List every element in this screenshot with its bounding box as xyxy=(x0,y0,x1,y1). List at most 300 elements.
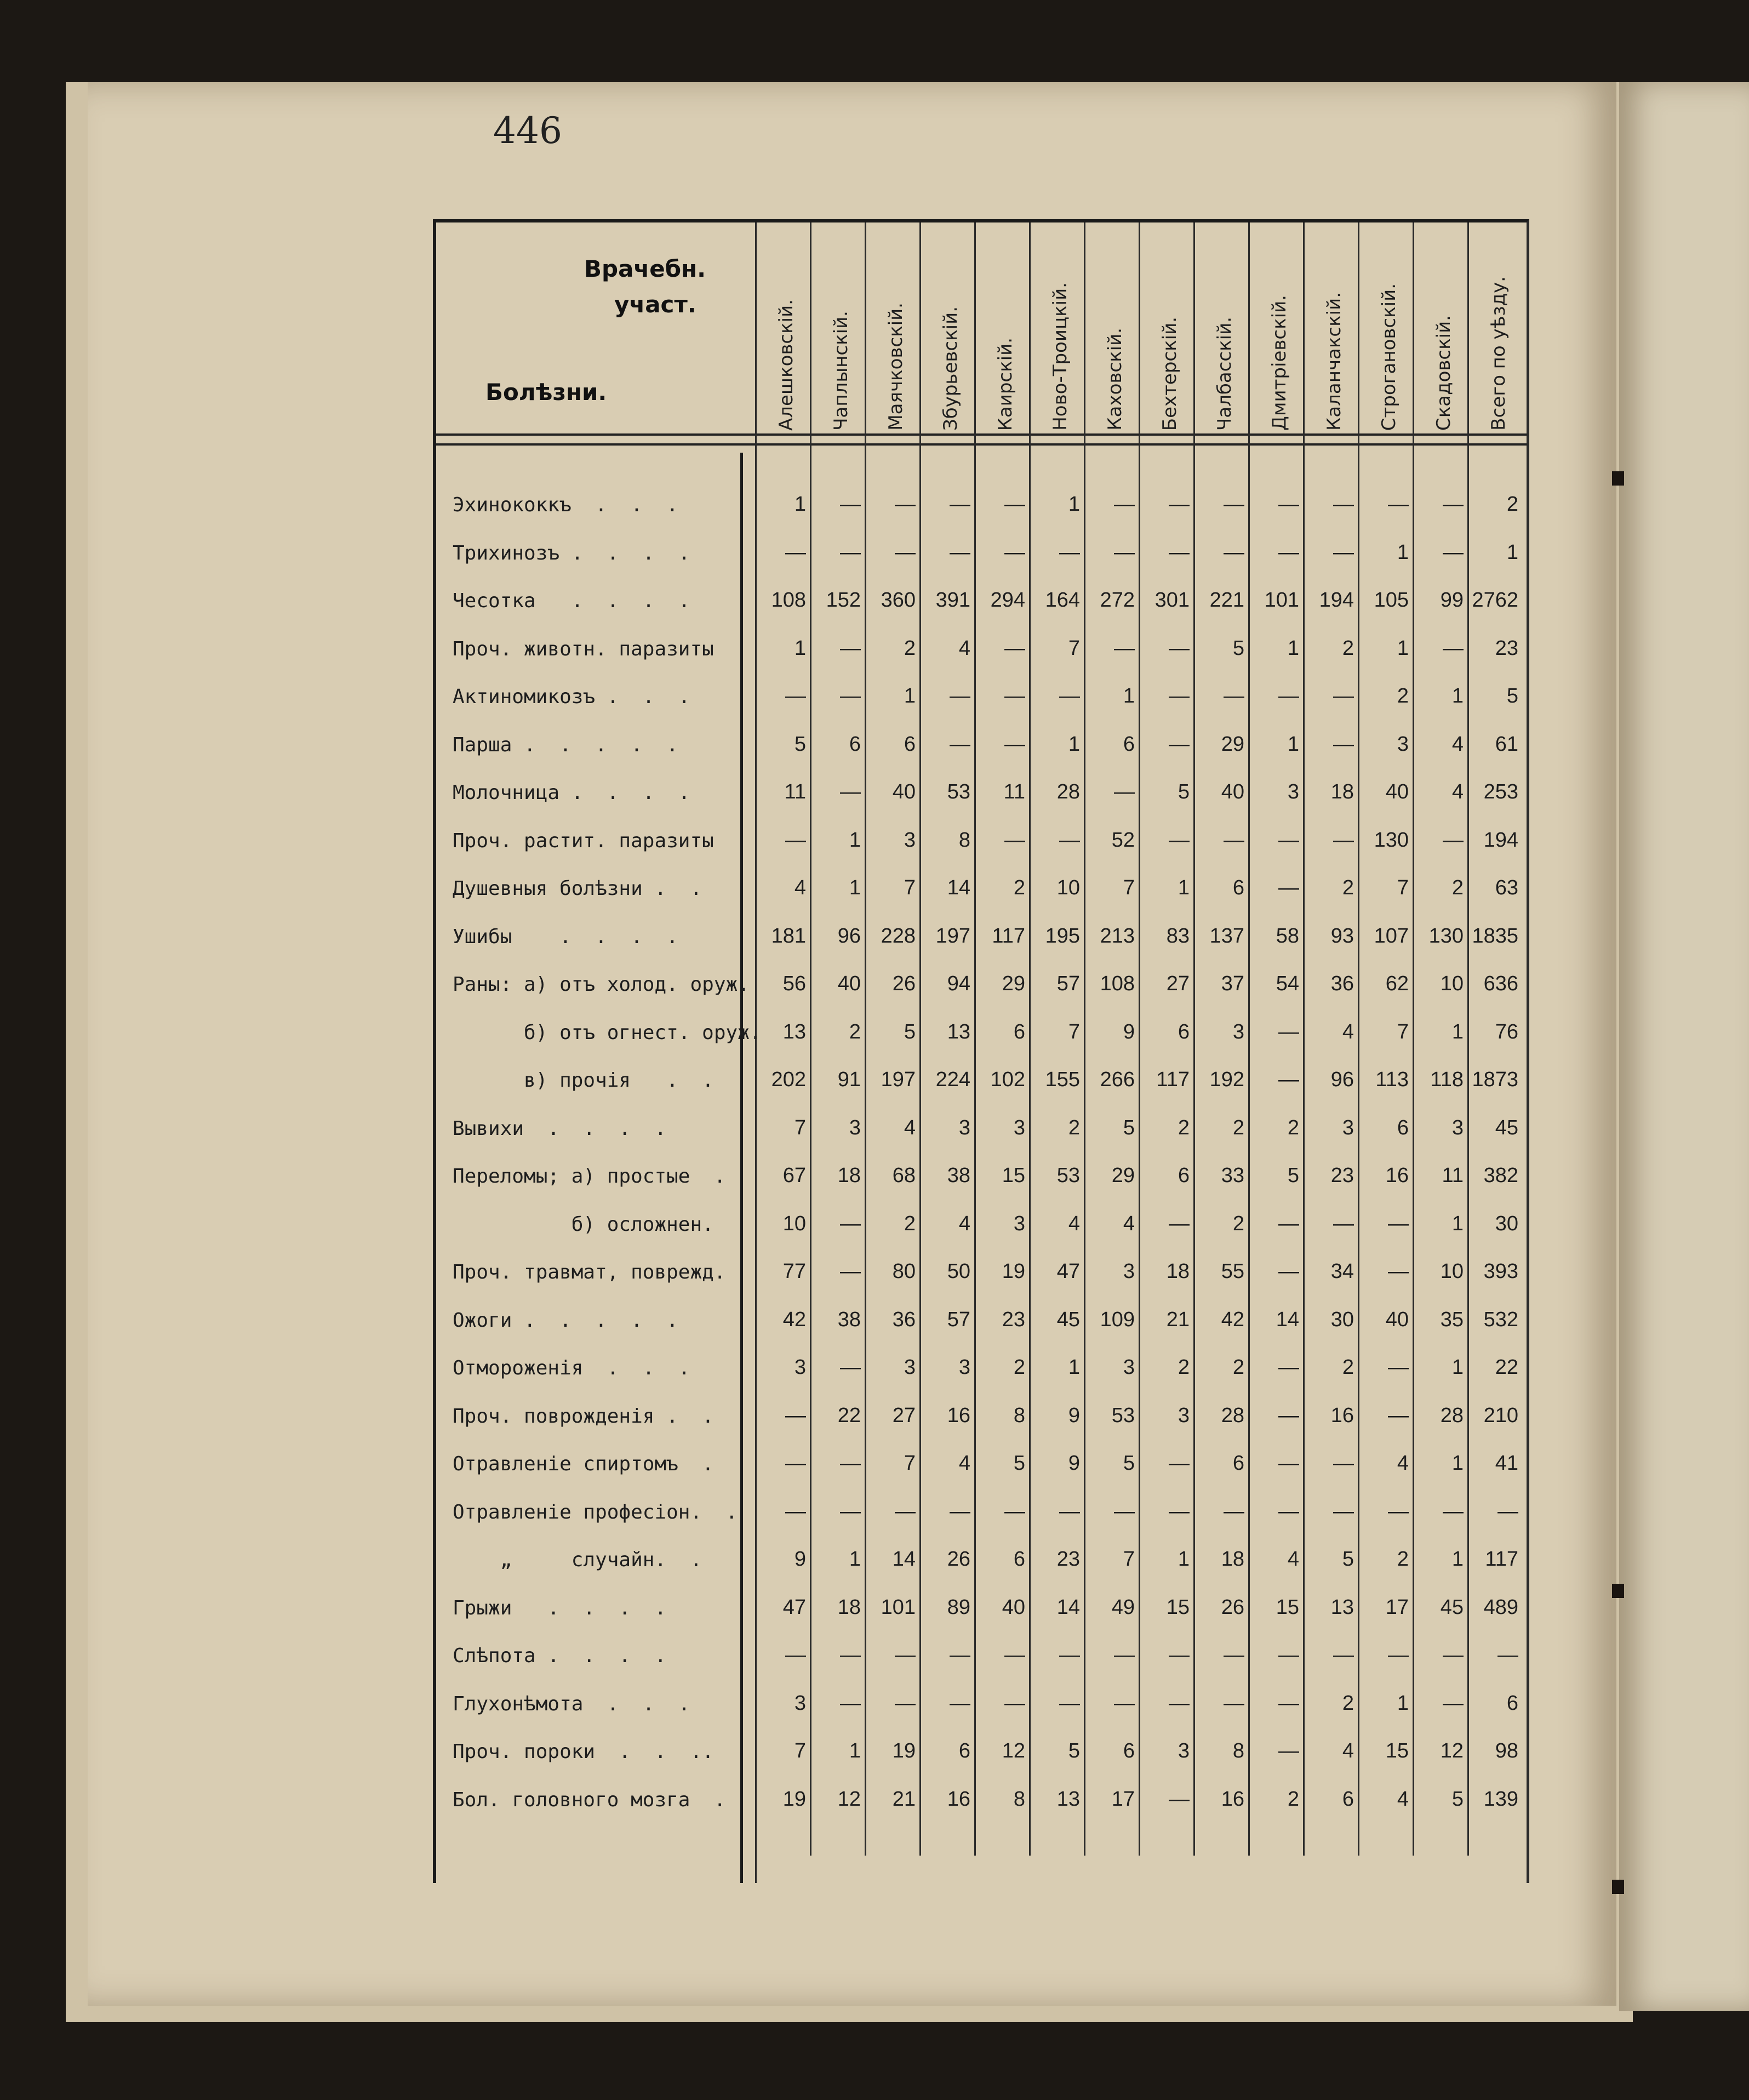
table-cell: 9 xyxy=(794,1548,806,1571)
table-cell: 3 xyxy=(958,1356,970,1379)
table-cell: 2 xyxy=(1506,493,1518,516)
table-cell: 5 xyxy=(1451,1787,1464,1811)
table-cell: — xyxy=(1059,828,1080,852)
column-header-label: Каланчакскій. xyxy=(1323,292,1345,431)
table-cell: 10 xyxy=(1440,972,1464,995)
table-cell: 6 xyxy=(1013,1020,1025,1043)
statistics-table xyxy=(433,219,1529,1883)
table-cell: — xyxy=(840,780,861,803)
table-cell: 21 xyxy=(1166,1308,1190,1331)
table-cell: 6 xyxy=(1178,1020,1190,1043)
column-header xyxy=(1472,236,1525,431)
table-cell: 54 xyxy=(1276,972,1299,995)
table-cell: — xyxy=(1224,1691,1244,1715)
table-cell: 91 xyxy=(837,1068,861,1091)
table-cell: 10 xyxy=(782,1212,806,1235)
table-cell: — xyxy=(1333,1452,1354,1475)
table-cell: 83 xyxy=(1166,924,1190,948)
row-label: Трихинозъ . . . . xyxy=(453,541,690,564)
table-cell: — xyxy=(1333,1212,1354,1235)
table-cell: 382 xyxy=(1483,1164,1518,1187)
table-cell: 3 xyxy=(1178,1739,1190,1762)
table-cell: 34 xyxy=(1330,1260,1354,1283)
table-cell: 221 xyxy=(1209,589,1244,612)
table-cell: — xyxy=(840,1356,861,1379)
table-cell: 15 xyxy=(1385,1739,1409,1762)
corner-label-top2: участ. xyxy=(614,291,696,318)
table-cell: — xyxy=(1169,493,1190,516)
table-cell: 16 xyxy=(947,1403,970,1427)
table-cell: 28 xyxy=(1056,780,1080,803)
table-cell: 2 xyxy=(1342,1356,1354,1379)
table-cell: — xyxy=(1278,828,1299,852)
table-cell: — xyxy=(1059,540,1080,564)
table-cell: — xyxy=(950,493,970,516)
table-cell: 5 xyxy=(904,1020,916,1043)
table-cell: — xyxy=(1114,636,1135,660)
table-cell: — xyxy=(1278,1356,1299,1379)
table-cell: 152 xyxy=(826,589,861,612)
table-cell: — xyxy=(1059,1691,1080,1715)
row-label: Эхинококкъ . . . xyxy=(453,494,678,516)
table-cell: — xyxy=(950,1644,970,1667)
table-cell: — xyxy=(1169,1644,1190,1667)
row-label: Отравленіе спиртомъ . xyxy=(453,1453,714,1475)
table-cell: 113 xyxy=(1375,1068,1409,1091)
table-cell: 8 xyxy=(1232,1739,1244,1762)
table-cell: 1 xyxy=(1451,1356,1464,1379)
row-label: б) отъ огнест. оруж. xyxy=(453,1021,762,1044)
table-cell: 3 xyxy=(1013,1212,1025,1235)
row-label: б) осложнен. xyxy=(453,1213,714,1236)
table-cell: 5 xyxy=(1013,1452,1025,1475)
table-cell: 13 xyxy=(782,1020,806,1043)
table-cell: — xyxy=(1169,828,1190,852)
table-cell: 194 xyxy=(1319,589,1354,612)
table-cell: — xyxy=(1224,1644,1244,1667)
table-cell: — xyxy=(1388,1212,1409,1235)
row-label: Глухонѣмота . . . xyxy=(453,1692,690,1715)
table-cell: 38 xyxy=(947,1164,970,1187)
table-cell: 22 xyxy=(1495,1356,1518,1379)
table-cell: 294 xyxy=(990,589,1025,612)
table-cell: 6 xyxy=(958,1739,970,1762)
table-cell: 2 xyxy=(1397,684,1409,707)
table-cell: 45 xyxy=(1440,1595,1464,1619)
table-cell: 40 xyxy=(892,780,916,803)
table-cell: 6 xyxy=(1013,1548,1025,1571)
table-cell: — xyxy=(950,684,970,707)
table-cell: 2 xyxy=(1342,876,1354,899)
table-cell: 99 xyxy=(1440,589,1464,612)
table-cell: 10 xyxy=(1056,876,1080,899)
table-cell: 40 xyxy=(1002,1595,1025,1619)
column-header-label: Каховскій. xyxy=(1104,328,1126,431)
table-cell: 2 xyxy=(1397,1548,1409,1571)
table-cell: 2 xyxy=(1342,636,1354,660)
table-cell: 636 xyxy=(1483,972,1518,995)
table-cell: — xyxy=(1169,540,1190,564)
table-cell: 53 xyxy=(947,780,970,803)
corner-label-top1: Врачебн. xyxy=(584,255,706,282)
table-cell: 76 xyxy=(1495,1020,1518,1043)
table-cell: 40 xyxy=(837,972,861,995)
table-cell: 1 xyxy=(1451,684,1464,707)
table-cell: 49 xyxy=(1111,1595,1135,1619)
table-cell: 4 xyxy=(958,636,970,660)
table-cell: 6 xyxy=(1342,1787,1354,1811)
table-cell: 77 xyxy=(782,1260,806,1283)
facing-page xyxy=(1619,82,1749,2011)
table-cell: 36 xyxy=(1330,972,1354,995)
table-cell: 56 xyxy=(782,972,806,995)
table-cell: 105 xyxy=(1374,589,1409,612)
table-cell: 16 xyxy=(947,1787,970,1811)
table-cell: 1 xyxy=(904,684,916,707)
table-cell: 58 xyxy=(1276,924,1299,948)
table-cell: — xyxy=(895,1644,916,1667)
table-cell: 1 xyxy=(1178,876,1190,899)
table-cell: — xyxy=(840,1452,861,1475)
table-cell: 53 xyxy=(1111,1403,1135,1427)
column-header-label: Чалбасскій. xyxy=(1214,317,1236,431)
table-cell: 16 xyxy=(1330,1403,1354,1427)
table-cell: — xyxy=(1169,732,1190,756)
table-cell: 1 xyxy=(849,828,861,852)
table-cell: 10 xyxy=(1440,1260,1464,1283)
table-cell: 1 xyxy=(1397,540,1409,564)
table-cell: 4 xyxy=(1451,780,1464,803)
table-cell: 47 xyxy=(1056,1260,1080,1283)
table-cell: 7 xyxy=(904,876,916,899)
table-cell: 23 xyxy=(1330,1164,1354,1187)
binding-tab xyxy=(1612,1584,1624,1598)
column-header-label: Всего по уѣзду. xyxy=(1488,276,1510,431)
table-cell: 6 xyxy=(849,732,861,756)
table-cell: 7 xyxy=(1397,1020,1409,1043)
table-cell: — xyxy=(950,1499,970,1523)
table-cell: 15 xyxy=(1166,1595,1190,1619)
table-cell: — xyxy=(1443,540,1464,564)
table-cell: 5 xyxy=(1342,1548,1354,1571)
table-cell: 13 xyxy=(1056,1787,1080,1811)
table-cell: — xyxy=(785,1644,806,1667)
table-cell: — xyxy=(1004,828,1025,852)
table-cell: 1 xyxy=(1068,732,1080,756)
table-cell: — xyxy=(1004,636,1025,660)
table-cell: 26 xyxy=(947,1548,970,1571)
table-cell: 3 xyxy=(794,1691,806,1715)
table-cell: — xyxy=(1224,828,1244,852)
table-cell: 18 xyxy=(1330,780,1354,803)
row-label: Проч. растит. паразиты xyxy=(453,829,714,852)
table-cell: — xyxy=(1004,732,1025,756)
table-cell: 3 xyxy=(1013,1116,1025,1139)
table-cell: 6 xyxy=(1506,1691,1518,1715)
table-cell: 14 xyxy=(1276,1308,1299,1331)
column-header xyxy=(1198,236,1251,431)
table-cell: 8 xyxy=(958,828,970,852)
table-cell: 8 xyxy=(1013,1787,1025,1811)
table-cell: — xyxy=(1114,1644,1135,1667)
row-label: Проч. поврожденія . . xyxy=(453,1405,714,1428)
table-cell: 6 xyxy=(1123,1739,1135,1762)
table-cell: 47 xyxy=(782,1595,806,1619)
table-cell: 2 xyxy=(1013,1356,1025,1379)
table-cell: 5 xyxy=(794,732,806,756)
column-header-label: Ново-Троицкій. xyxy=(1049,282,1071,431)
row-label: в) прочія . . xyxy=(453,1069,714,1092)
table-cell: 29 xyxy=(1221,732,1244,756)
table-cell: 13 xyxy=(947,1020,970,1043)
table-cell: 3 xyxy=(1397,732,1409,756)
table-cell: — xyxy=(1388,1403,1409,1427)
table-cell: 4 xyxy=(1397,1787,1409,1811)
table-cell: 210 xyxy=(1483,1403,1518,1427)
table-cell: 1873 xyxy=(1472,1068,1518,1091)
table-cell: 29 xyxy=(1002,972,1025,995)
header-divider xyxy=(436,433,1527,446)
table-cell: — xyxy=(1004,540,1025,564)
table-cell: — xyxy=(1114,493,1135,516)
table-cell: 532 xyxy=(1483,1308,1518,1331)
column-header xyxy=(1307,236,1361,431)
table-cell: 4 xyxy=(958,1212,970,1235)
table-cell: 1 xyxy=(1287,636,1299,660)
table-cell: 2 xyxy=(1232,1116,1244,1139)
table-cell: 29 xyxy=(1111,1164,1135,1187)
table-cell: 5 xyxy=(1232,636,1244,660)
column-header xyxy=(1362,236,1416,431)
table-cell: 101 xyxy=(1264,589,1299,612)
table-cell: — xyxy=(1169,1499,1190,1523)
table-cell: — xyxy=(950,1691,970,1715)
table-cell: — xyxy=(1169,1787,1190,1811)
table-cell: — xyxy=(1278,1644,1299,1667)
table-cell: — xyxy=(840,1644,861,1667)
table-cell: — xyxy=(1004,1644,1025,1667)
table-cell: 1 xyxy=(1397,636,1409,660)
column-header xyxy=(979,236,1032,431)
table-cell: 2 xyxy=(1013,876,1025,899)
table-cell: 155 xyxy=(1045,1068,1080,1091)
table-cell: — xyxy=(895,1691,916,1715)
table-cell: 2 xyxy=(849,1020,861,1043)
table-cell: — xyxy=(840,1499,861,1523)
table-cell: — xyxy=(1278,1691,1299,1715)
table-cell: 19 xyxy=(782,1787,806,1811)
table-cell: — xyxy=(1278,540,1299,564)
table-cell: — xyxy=(1224,1499,1244,1523)
table-cell: — xyxy=(1169,1452,1190,1475)
table-cell: 53 xyxy=(1056,1164,1080,1187)
table-cell: — xyxy=(1278,1499,1299,1523)
table-cell: 2 xyxy=(1451,876,1464,899)
table-cell: — xyxy=(1224,684,1244,707)
table-cell: — xyxy=(1224,540,1244,564)
table-cell: — xyxy=(1059,1499,1080,1523)
table-cell: — xyxy=(1333,493,1354,516)
table-cell: 1 xyxy=(1451,1020,1464,1043)
table-cell: 5 xyxy=(1123,1116,1135,1139)
table-cell: — xyxy=(1443,1499,1464,1523)
table-cell: — xyxy=(1004,1691,1025,1715)
table-cell: 42 xyxy=(782,1308,806,1331)
table-cell: 117 xyxy=(992,924,1025,948)
row-label: Переломы; а) простые . xyxy=(453,1165,726,1188)
table-cell: 2 xyxy=(1232,1356,1244,1379)
table-cell: 1 xyxy=(1068,1356,1080,1379)
table-cell: 33 xyxy=(1221,1164,1244,1187)
table-cell: — xyxy=(785,684,806,707)
table-cell: 164 xyxy=(1045,589,1080,612)
column-header-label: Алешковскій. xyxy=(775,299,797,431)
table-cell: 57 xyxy=(1056,972,1080,995)
row-label: Раны: а) отъ холод. оруж. xyxy=(453,973,750,996)
row-label: Чесотка . . . . xyxy=(453,590,690,612)
table-cell: 272 xyxy=(1100,589,1135,612)
table-cell: 14 xyxy=(892,1548,916,1571)
table-cell: 266 xyxy=(1100,1068,1135,1091)
row-label: Отмороженія . . . xyxy=(453,1357,690,1379)
table-cell: 38 xyxy=(837,1308,861,1331)
table-cell: — xyxy=(1278,1212,1299,1235)
table-cell: 28 xyxy=(1221,1403,1244,1427)
table-cell: 1 xyxy=(849,1739,861,1762)
table-cell: 19 xyxy=(892,1739,916,1762)
table-cell: — xyxy=(1278,1739,1299,1762)
table-cell: — xyxy=(1059,684,1080,707)
table-cell: 360 xyxy=(881,589,916,612)
table-cell: 2 xyxy=(1287,1787,1299,1811)
table-cell: — xyxy=(1278,493,1299,516)
table-cell: 7 xyxy=(1123,876,1135,899)
table-cell: — xyxy=(785,1499,806,1523)
table-cell: 195 xyxy=(1045,924,1080,948)
table-cell: 2 xyxy=(1232,1212,1244,1235)
table-cell: 21 xyxy=(892,1787,916,1811)
table-cell: 1 xyxy=(794,636,806,660)
table-cell: 2762 xyxy=(1472,589,1518,612)
table-cell: — xyxy=(950,732,970,756)
table-cell: 7 xyxy=(904,1452,916,1475)
table-cell: 11 xyxy=(1442,1164,1464,1187)
page-number: 446 xyxy=(493,110,562,152)
table-cell: 3 xyxy=(849,1116,861,1139)
table-cell: 62 xyxy=(1385,972,1409,995)
row-label: Душевныя болѣзни . . xyxy=(453,877,702,900)
table-cell: 96 xyxy=(837,924,861,948)
row-label: Бол. головного мозга . xyxy=(453,1788,726,1811)
table-cell: 4 xyxy=(1068,1212,1080,1235)
table-cell: 5 xyxy=(1178,780,1190,803)
table-cell: — xyxy=(1278,684,1299,707)
table-cell: 2 xyxy=(904,1212,916,1235)
table-cell: — xyxy=(1497,1644,1518,1667)
table-cell: 26 xyxy=(1221,1595,1244,1619)
column-header xyxy=(924,236,978,431)
table-cell: — xyxy=(1169,636,1190,660)
table-cell: 109 xyxy=(1100,1308,1135,1331)
table-cell: 107 xyxy=(1374,924,1409,948)
table-cell: 18 xyxy=(1221,1548,1244,1571)
table-cell: 7 xyxy=(1068,1020,1080,1043)
table-cell: 5 xyxy=(1287,1164,1299,1187)
table-cell: 3 xyxy=(1123,1356,1135,1379)
table-cell: 197 xyxy=(935,924,970,948)
table-cell: 19 xyxy=(1002,1260,1025,1283)
table-cell: 3 xyxy=(1232,1020,1244,1043)
table-cell: 11 xyxy=(784,780,806,803)
table-cell: 213 xyxy=(1100,924,1135,948)
table-cell: 1 xyxy=(1068,493,1080,516)
column-header xyxy=(1143,236,1197,431)
table-cell: 18 xyxy=(837,1164,861,1187)
table-cell: 5 xyxy=(1506,684,1518,707)
column-header xyxy=(759,236,813,431)
table-cell: — xyxy=(1169,684,1190,707)
table-cell: 117 xyxy=(1156,1068,1190,1091)
table-cell: 14 xyxy=(1056,1595,1080,1619)
table-cell: — xyxy=(895,493,916,516)
table-cell: — xyxy=(1333,540,1354,564)
table-cell: 80 xyxy=(892,1260,916,1283)
table-cell: 35 xyxy=(1440,1308,1464,1331)
table-cell: — xyxy=(1333,828,1354,852)
table-cell: 9 xyxy=(1068,1403,1080,1427)
table-cell: 55 xyxy=(1221,1260,1244,1283)
table-cell: 1 xyxy=(1451,1212,1464,1235)
table-cell: — xyxy=(1443,636,1464,660)
table-cell: 6 xyxy=(904,732,916,756)
table-cell: 30 xyxy=(1495,1212,1518,1235)
row-label: „ случайн. . xyxy=(453,1549,702,1571)
table-cell: 18 xyxy=(1166,1260,1190,1283)
table-cell: — xyxy=(895,1499,916,1523)
table-cell: — xyxy=(1443,493,1464,516)
table-cell: 3 xyxy=(1342,1116,1354,1139)
table-cell: 1 xyxy=(1287,732,1299,756)
table-cell: 393 xyxy=(1483,1260,1518,1283)
table-cell: — xyxy=(840,540,861,564)
table-cell: 4 xyxy=(794,876,806,899)
table-cell: 301 xyxy=(1154,589,1190,612)
table-cell: 118 xyxy=(1430,1068,1464,1091)
column-header-label: Каирскій. xyxy=(994,337,1016,431)
table-cell: — xyxy=(1443,1644,1464,1667)
table-cell: 6 xyxy=(1232,876,1244,899)
corner-label-bottom: Болѣзни. xyxy=(485,379,607,406)
table-cell: — xyxy=(1224,493,1244,516)
table-cell: 16 xyxy=(1385,1164,1409,1187)
table-cell: 37 xyxy=(1221,972,1244,995)
table-cell: 2 xyxy=(1178,1356,1190,1379)
table-cell: 5 xyxy=(1123,1452,1135,1475)
column-header-label: Строгановскій. xyxy=(1378,283,1400,431)
table-cell: 8 xyxy=(1013,1403,1025,1427)
table-cell: 27 xyxy=(1166,972,1190,995)
table-cell: 15 xyxy=(1002,1164,1025,1187)
table-cell: 5 xyxy=(1068,1739,1080,1762)
table-cell: — xyxy=(1388,1260,1409,1283)
table-cell: 4 xyxy=(958,1452,970,1475)
table-cell: 96 xyxy=(1330,1068,1354,1091)
table-cell: 12 xyxy=(837,1787,861,1811)
table-cell: — xyxy=(1114,540,1135,564)
column-header xyxy=(1088,236,1142,431)
column-header xyxy=(1253,236,1306,431)
table-cell: 6 xyxy=(1232,1452,1244,1475)
